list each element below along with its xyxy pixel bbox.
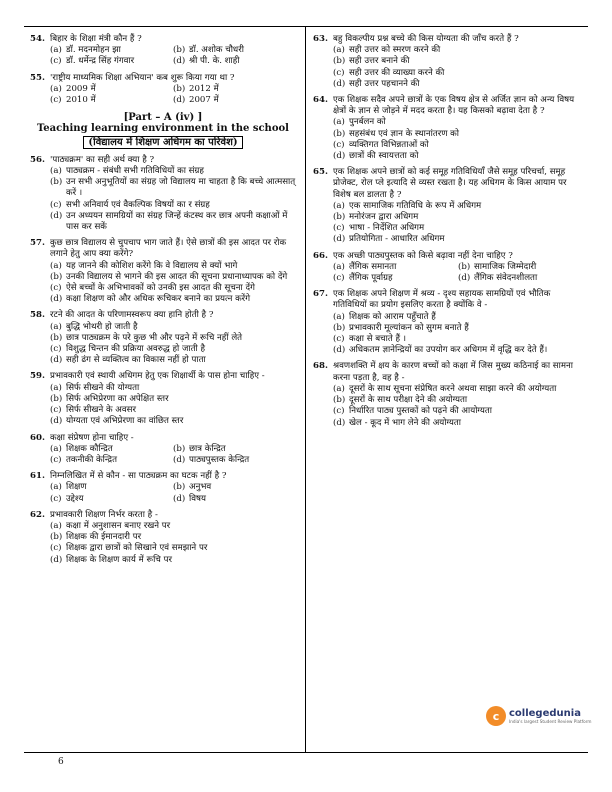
- option-letter: (a): [50, 382, 62, 393]
- option: [173, 56, 296, 67]
- option-letter: (d): [173, 95, 186, 106]
- options: [30, 521, 296, 566]
- right-questions: [313, 34, 583, 429]
- option-text: डॉ. धर्मेन्द्र सिंह गंगवार: [66, 56, 135, 67]
- option: [333, 395, 583, 406]
- option-letter: (a): [50, 45, 62, 56]
- option: [50, 532, 296, 543]
- option-letter: (b): [50, 393, 63, 404]
- option-text: डॉ. अशोक चौधरी: [189, 45, 244, 56]
- option-letter: (c): [50, 543, 62, 554]
- section-title-en: Teaching learning environment in the school: [37, 123, 289, 135]
- option-letter: (c): [50, 493, 62, 504]
- option-letter: (b): [333, 322, 346, 333]
- question-text: बहु विकल्पीय प्रश्न बच्चे की किस योग्यता की जाँच करते हैं ?: [333, 34, 519, 44]
- option-letter: (b): [333, 56, 346, 67]
- question: [30, 371, 296, 427]
- option: [173, 45, 296, 56]
- question-text: बिहार के शिक्षा मंत्री कौन हैं ?: [50, 34, 142, 44]
- logo-mark-icon: c: [486, 706, 506, 726]
- option: [333, 129, 583, 140]
- option-text: 2007 में: [189, 95, 219, 106]
- question-text: निम्नलिखित में से कौन - सा पाठ्यक्रम का घटक नहीं है ?: [50, 471, 227, 482]
- option: [333, 262, 458, 273]
- question-text: श्रवणशक्ति में क्षय के कारण बच्चों को कक्षा में जिस मुख्य कठिनाई का सामना करना पड़ता है, वह है -: [333, 361, 573, 383]
- question-number: 58.: [30, 310, 45, 321]
- option: [458, 273, 583, 284]
- option-text: उद्देश्य: [66, 493, 84, 504]
- question-number: 62.: [30, 509, 45, 520]
- question-number: 54.: [30, 34, 45, 44]
- option: [173, 444, 296, 455]
- option-text: लैंगिक संवेदनशीलता: [474, 273, 538, 284]
- question-text: प्रभावकारी एवं स्थायी अधिगम हेतु एक शिक्षार्थी के पास होना चाहिए -: [50, 371, 265, 382]
- question-text: प्रभावकारी शिक्षण निर्भर करता है -: [50, 509, 158, 520]
- options: [30, 84, 296, 106]
- option-text: छात्रों की स्वायत्तता को: [349, 151, 419, 162]
- options: [313, 117, 583, 162]
- question-stem: [30, 238, 296, 260]
- option-letter: (a): [50, 443, 62, 454]
- page-top-rule: [24, 26, 588, 27]
- option: [50, 84, 173, 95]
- question-stem: [30, 155, 296, 166]
- option: [333, 151, 583, 162]
- option-text: सही ढंग से व्यक्तित्व का विकास नहीं हो पाता: [66, 355, 206, 366]
- option-text: सही उत्तर पहचानने की: [349, 78, 420, 89]
- left-column: [30, 34, 296, 571]
- question-number: 61.: [30, 471, 45, 482]
- option: [333, 273, 458, 284]
- option-letter: (c): [333, 334, 345, 345]
- option-letter: (b): [173, 482, 186, 493]
- option: [333, 334, 583, 345]
- option-letter: (b): [458, 261, 471, 272]
- option-text: योग्यता एवं अभिप्रेरणा का वांछित स्तर: [66, 416, 184, 427]
- option: [333, 223, 583, 234]
- question-number: 66.: [313, 250, 328, 261]
- option-letter: (a): [333, 117, 345, 128]
- option-text: कक्षा से बचाते हैं ।: [349, 334, 407, 345]
- question-stem: [313, 95, 583, 117]
- option: [50, 333, 296, 344]
- option-text: 2010 में: [66, 95, 96, 106]
- option: [333, 45, 583, 56]
- question-stem: [313, 289, 583, 311]
- option: [333, 140, 583, 151]
- option: [50, 455, 173, 466]
- question-number: 56.: [30, 154, 45, 165]
- option-letter: (b): [50, 532, 63, 543]
- question: [30, 155, 296, 233]
- option: [50, 95, 173, 106]
- option-letter: (a): [50, 482, 62, 493]
- option-text: सिर्फ अभिप्रेरणा का अपेक्षित स्तर: [66, 393, 169, 404]
- question-text: कक्षा संप्रेषण होना चाहिए -: [50, 432, 134, 443]
- options: [30, 45, 296, 67]
- option-text: छात्र पाठ्यक्रम के परे कुछ भी और पढ़ने में रूचि नहीं लेते: [66, 332, 243, 343]
- option-letter: (d): [333, 234, 346, 245]
- option: [50, 200, 296, 211]
- option: [50, 272, 296, 283]
- option-letter: (a): [50, 166, 62, 177]
- question-number: 65.: [313, 167, 328, 178]
- question-stem: [30, 310, 296, 321]
- option-text: दूसरों के साथ सूचना संप्रेषित करने अथवा साझा करने की अयोग्यता: [349, 383, 557, 394]
- option-text: ऐसे बच्चों के अभिभावकों को उनकी इस आदत की सूचना देंगे: [66, 283, 255, 294]
- option: [50, 555, 296, 566]
- option-text: मनोरंजन द्वारा अधिगम: [349, 212, 419, 223]
- option-text: लैंगिक समानता: [349, 261, 397, 272]
- option-text: व्यक्तिगत विभिन्नताओं को: [349, 139, 429, 150]
- left-bottom-questions: [30, 155, 296, 566]
- option: [173, 84, 296, 95]
- option-text: प्रतियोगिता - आधारित अधिगम: [349, 234, 445, 245]
- option: [333, 345, 583, 356]
- question-text: एक शिक्षक सदैव अपने छात्रों के एक विषय क्षेत्र से अर्जित ज्ञान को अन्य विषय क्षेत्रों के ज्ञान से जोड़ने में मदद करता है। यह किसको बढ़ावा देता है ?: [333, 95, 575, 117]
- options: [313, 312, 583, 357]
- option-letter: (c): [50, 344, 62, 355]
- option-letter: (d): [173, 493, 186, 504]
- option-text: शिक्षक के शिक्षण कार्य में रूचि पर: [66, 554, 172, 565]
- question: [313, 361, 583, 428]
- option-letter: (d): [333, 417, 346, 428]
- option-text: भाषा - निर्देशित अधिगम: [349, 223, 425, 234]
- option: [333, 234, 583, 245]
- option-text: शिक्षण: [66, 482, 87, 493]
- option: [50, 521, 296, 532]
- option-letter: (d): [50, 355, 63, 366]
- option-letter: (d): [50, 210, 63, 221]
- option-text: अधिकतम ज्ञानेन्द्रियों का उपयोग कर अधिगम में वृद्धि कर देते हैं।: [349, 345, 548, 356]
- option-letter: (d): [333, 345, 346, 356]
- question: [30, 433, 296, 467]
- option: [50, 283, 296, 294]
- option-letter: (b): [333, 395, 346, 406]
- question: [313, 167, 583, 245]
- question-number: 67.: [313, 289, 328, 300]
- question-text: एक शिक्षक अपने शिक्षण में श्रव्य - दृश्य सहायक सामग्रियों एवं भौतिक गतिविधियों का प्रयोग इसलिए करता है क्योंकि वे -: [333, 289, 551, 311]
- option-text: डॉ. मदनमोहन झा: [66, 45, 121, 56]
- question-stem: [313, 251, 583, 262]
- question-stem: [30, 510, 296, 521]
- question-text: कुछ छात्र विद्यालय से चुपचाप भाग जाते हैं। ऐसे छात्रों की इस आदत पर रोक लगाने हेतु आप क्या करेंगे?: [50, 238, 287, 260]
- option: [333, 201, 583, 212]
- option: [333, 56, 583, 67]
- option-letter: (b): [333, 212, 346, 223]
- question-number: 57.: [30, 238, 45, 249]
- option-letter: (c): [333, 273, 345, 284]
- option-letter: (a): [50, 83, 62, 94]
- option-letter: (d): [173, 454, 186, 465]
- option-letter: (a): [333, 200, 345, 211]
- logo-tagline: India's largest Student Review Platform: [509, 719, 592, 724]
- option-text: अनुभव: [189, 482, 212, 493]
- option: [50, 543, 296, 554]
- options: [30, 261, 296, 306]
- question: [30, 510, 296, 566]
- question-text: 'पाठ्यक्रम' का सही अर्थ क्या है ?: [50, 154, 155, 165]
- option-text: दूसरों के साथ परीक्षा देने की अयोग्यता: [349, 395, 468, 406]
- question-number: 63.: [313, 34, 328, 44]
- option: [50, 494, 173, 505]
- option-text: उन अध्ययन सामग्रियों का संग्रह जिन्हें कंटस्थ कर छात्र अपनी कक्षाओं में पास कर सकें: [66, 210, 288, 233]
- option-text: कक्षा शिक्षण को और अधिक रूचिकर बनाने का प्रयत्न करेंगे: [66, 294, 251, 305]
- option-text: विशुद्ध चिन्तन की प्रक्रिया अवरुद्ध हो जाती है: [66, 344, 206, 355]
- option-letter: (d): [333, 151, 346, 162]
- options: [313, 201, 583, 246]
- option-letter: (d): [173, 56, 186, 67]
- option-letter: (b): [50, 271, 63, 282]
- option: [50, 355, 296, 366]
- option-letter: (d): [50, 416, 63, 427]
- option-text: उनकी विद्यालय से भागने की इस आदत की सूचना प्रधानाध्यापक को देंगे: [66, 271, 288, 282]
- option-text: एक सामाजिक गतिविधि के रूप में अधिगम: [349, 200, 482, 211]
- option: [50, 344, 296, 355]
- option: [333, 79, 583, 90]
- page-number: 6: [58, 757, 64, 767]
- page-bottom-rule: [24, 752, 588, 753]
- option-text: तकनीकी केन्द्रित: [66, 454, 117, 465]
- option: [173, 494, 296, 505]
- option: [333, 117, 583, 128]
- option-letter: (d): [50, 294, 63, 305]
- option-letter: (c): [50, 283, 62, 294]
- option-text: शिक्षक कौन्द्रित: [66, 443, 113, 454]
- left-top-questions: [30, 34, 296, 106]
- question-number: 64.: [313, 95, 328, 106]
- option-letter: (b): [50, 332, 63, 343]
- option-text: सही उत्तर को स्मरण करने की: [349, 45, 441, 56]
- option-letter: (b): [333, 128, 346, 139]
- question-stem: [313, 34, 583, 45]
- option-text: उन सभी अनुभूतियों का संग्रह जो विद्यालय मा चाहता है कि बच्चे आत्मसात् करें ।: [66, 177, 296, 199]
- option: [50, 56, 173, 67]
- option-text: कक्षा में अनुशासन बनाए रखने पर: [66, 520, 171, 531]
- question-stem: [30, 433, 296, 444]
- question: [313, 34, 583, 90]
- option-letter: (a): [333, 45, 345, 56]
- options: [313, 45, 583, 90]
- option: [333, 212, 583, 223]
- options: [30, 166, 296, 233]
- option-letter: (b): [50, 177, 63, 188]
- option-text: शिक्षक को आराम पहुँचाते हैं: [349, 311, 436, 322]
- option: [333, 323, 583, 334]
- option-letter: (b): [173, 443, 186, 454]
- option: [333, 68, 583, 79]
- collegedunia-logo: [486, 706, 591, 726]
- question-number: 59.: [30, 371, 45, 382]
- option-letter: (c): [50, 454, 62, 465]
- question-text: एक शिक्षक अपने छात्रों को कई समूह गतिविधियाँ जैसे समूह परिचर्चा, समूह प्रोजेक्ट, रोल प्ले इत्यादि से व्यस्त रखता है। यह अधिगम के किस आयाम पर विशेष बल डालता है ?: [333, 167, 567, 200]
- question: [313, 289, 583, 356]
- option: [173, 482, 296, 493]
- question-stem: [30, 34, 296, 45]
- section-heading: [30, 112, 296, 149]
- option-letter: (a): [50, 260, 62, 271]
- option-text: सामाजिक जिम्मेदारी: [474, 261, 537, 272]
- options: [30, 444, 296, 466]
- question-number: 55.: [30, 72, 45, 83]
- option: [50, 45, 173, 56]
- option-text: शिक्षक द्वारा छात्रों को सिखाने एवं समझाने पर: [66, 543, 208, 554]
- question-text: रटने की आदत के परिणामस्वरूप क्या हानि होती है ?: [50, 310, 214, 321]
- right-column: [313, 34, 583, 434]
- option-letter: (a): [333, 311, 345, 322]
- option-text: सभी अनिवार्य एवं वैकल्पिक विषयों का र संग्रह: [66, 199, 210, 210]
- option-text: सही उत्तर बनाने की: [349, 56, 410, 67]
- option-letter: (c): [333, 67, 345, 78]
- option-text: सिर्फ सीखने की योग्यता: [66, 382, 140, 393]
- option-text: सिर्फ सीखने के अवसर: [66, 405, 136, 416]
- question-text: 'राष्ट्रीय माध्यमिक शिक्षा अभियान' कब शुरू किया गया था ?: [50, 72, 235, 83]
- option: [50, 322, 296, 333]
- option: [50, 405, 296, 416]
- option: [50, 416, 296, 427]
- option-letter: (a): [333, 383, 345, 394]
- question: [313, 95, 583, 162]
- question: [313, 251, 583, 285]
- option-text: शिक्षक की ईमानदारी पर: [66, 532, 142, 543]
- question: [30, 73, 296, 107]
- option-letter: (a): [50, 321, 62, 332]
- option-text: 2012 में: [189, 83, 219, 94]
- question-number: 68.: [313, 361, 328, 372]
- options: [313, 262, 583, 284]
- question-number: 60.: [30, 432, 45, 443]
- options: [30, 383, 296, 428]
- logo-text: collegedunia: [509, 708, 581, 719]
- option-letter: (c): [333, 406, 345, 417]
- option-text: सही उत्तर की व्याख्या करने की: [349, 67, 445, 78]
- question: [30, 34, 296, 68]
- section-title-hi: (विद्यालय में शिक्षण अधिगम का परिवेश): [83, 136, 242, 149]
- option-letter: (d): [458, 273, 471, 284]
- option-letter: (b): [173, 45, 186, 56]
- option-text: यह जानने की कोशिश करेंगे कि वे विद्यालय से क्यों भागे: [66, 260, 238, 271]
- option-letter: (c): [50, 405, 62, 416]
- question: [30, 471, 296, 505]
- question-text: एक अच्छी पाठ्यपुस्तक को किसे बढ़ावा नहीं देना चाहिए ?: [333, 250, 513, 261]
- section-part: [Part – A (iv) ]: [123, 112, 203, 124]
- option-text: छात्र केन्द्रित: [189, 443, 226, 454]
- option: [50, 394, 296, 405]
- option-text: लैंगिक पूर्वाग्रह: [349, 273, 393, 284]
- option-text: श्री पी. के. शाही: [189, 56, 240, 67]
- option: [50, 294, 296, 305]
- option: [50, 177, 296, 199]
- option-text: प्रभावकारी मूल्यांकन को सुगम बनाते हैं: [349, 322, 469, 333]
- question-stem: [30, 73, 296, 84]
- option-text: बुद्धि भोथरी हो जाती है: [66, 321, 138, 332]
- question-stem: [313, 167, 583, 201]
- option-letter: (b): [173, 83, 186, 94]
- option: [50, 383, 296, 394]
- option: [173, 455, 296, 466]
- option: [50, 444, 173, 455]
- question-stem: [30, 371, 296, 382]
- option-text: विषय: [189, 493, 206, 504]
- option-text: 2009 में: [66, 83, 96, 94]
- option-letter: (c): [333, 139, 345, 150]
- option-text: पाठ्यक्रम - संबंधी सभी गतिविधियों का संग्रह: [66, 166, 204, 177]
- option-letter: (a): [50, 520, 62, 531]
- option-letter: (c): [333, 223, 345, 234]
- question-stem: [313, 361, 583, 383]
- option: [458, 262, 583, 273]
- option-letter: (d): [50, 554, 63, 565]
- options: [30, 482, 296, 504]
- option-letter: (d): [333, 78, 346, 89]
- question: [30, 238, 296, 305]
- option-letter: (c): [50, 95, 62, 106]
- option-text: खेल - कूद में भाग लेने की अयोग्यता: [349, 417, 462, 428]
- option-text: निर्धारित पाठ्य पुस्तकों को पढ़ने की आयोग्यता: [349, 406, 492, 417]
- option: [50, 261, 296, 272]
- option: [333, 406, 583, 417]
- option: [333, 418, 583, 429]
- option: [50, 482, 173, 493]
- question-stem: [30, 471, 296, 482]
- option: [333, 312, 583, 323]
- options: [30, 322, 296, 367]
- option: [50, 166, 296, 177]
- question: [30, 310, 296, 366]
- option-letter: (c): [50, 56, 62, 67]
- option-text: पुनर्बलन को: [349, 117, 386, 128]
- option-text: पाठ्यपुस्तक केन्द्रित: [189, 454, 250, 465]
- option-text: सहसंबंध एवं ज्ञान के स्थानांतरण को: [349, 128, 460, 139]
- column-divider: [305, 26, 306, 752]
- option-letter: (c): [50, 199, 62, 210]
- option: [173, 95, 296, 106]
- option: [50, 211, 296, 233]
- option: [333, 384, 583, 395]
- options: [313, 384, 583, 429]
- option-letter: (a): [333, 261, 345, 272]
